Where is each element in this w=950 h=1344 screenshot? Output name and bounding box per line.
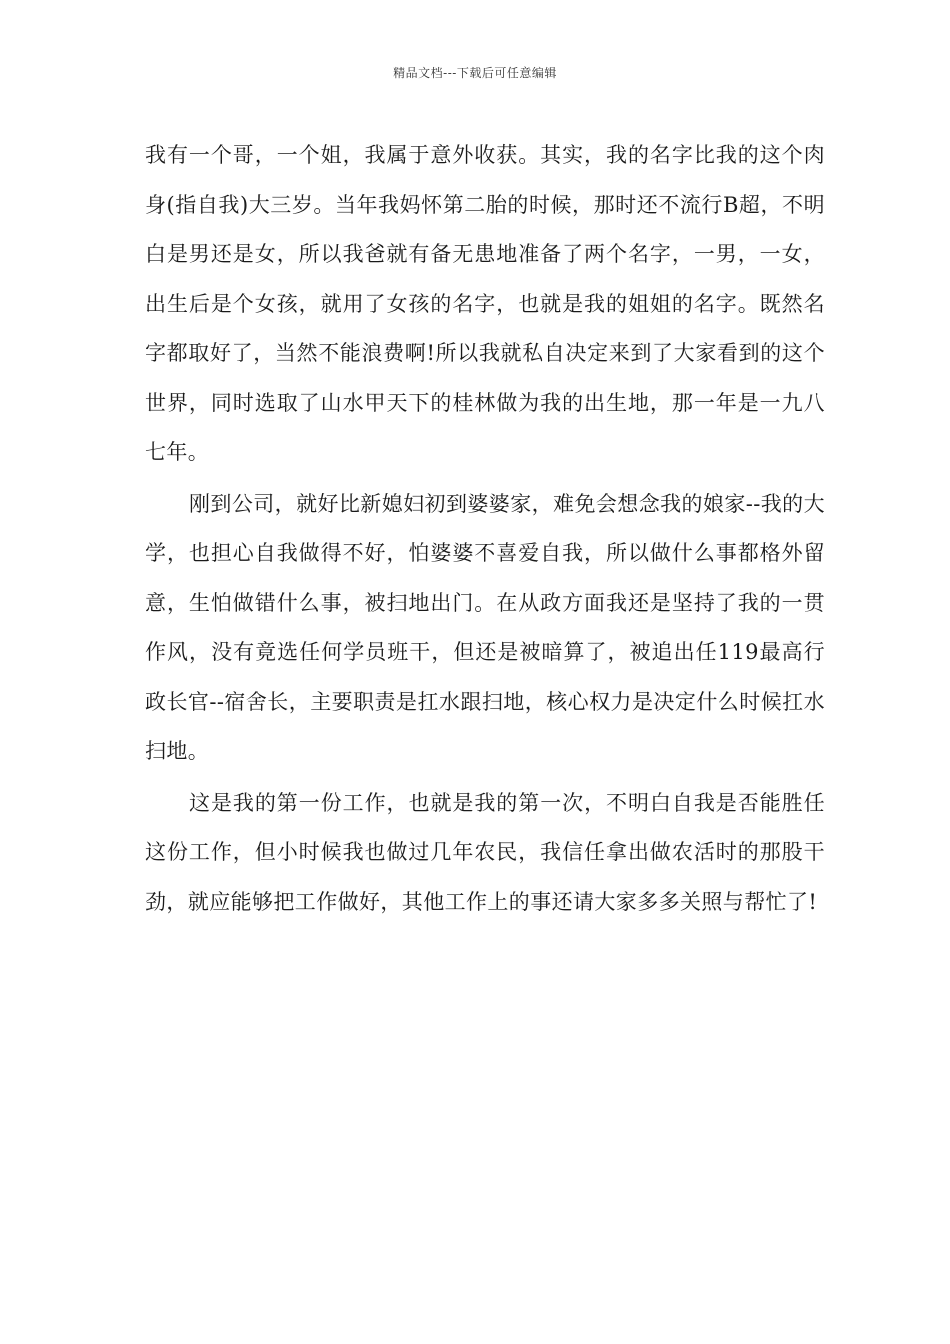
paragraph-2: 刚到公司，就好比新媳妇初到婆婆家，难免会想念我的娘家--我的大学，也担心自我做得不好，怕婆婆不喜爱自我，所以做什么事都格外留意，生怕做错什么事，被扫地出门。在从政方面我还是坚持了我的一贯作风，没有竟选任何学员班干，但还是被暗算了，被追出任119最高行政长官--宿舍长，主要职责是扛水跟扫地，核心权力是决定什么时候扛水扫地。 [145, 491, 825, 763]
page-header: 精品文档---下载后可任意编辑 [393, 66, 557, 80]
document-body [145, 131, 825, 929]
paragraph-1: 我有一个哥，一个姐，我属于意外收获。其实，我的名字比我的这个肉身(指自我)大三岁。当年我妈怀第二胎的时候，那时还不流行B超，不明白是男还是女，所以我爸就有备无患地准备了两个名字，一男，一女，出生后是个女孩，就用了女孩的名字，也就是我的姐姐的名字。既然名字都取好了，当然不能浪费啊!所以我就私自决定来到了大家看到的这个世界，同时选取了山水甲天下的桂林做为我的出生地，那一年是一九八七年。 [145, 143, 825, 464]
paragraph-3: 这是我的第一份工作，也就是我的第一次，不明白自我是否能胜任这份工作，但小时候我也做过几年农民，我信任拿出做农活时的那股干劲，就应能够把工作做好，其他工作上的事还请大家多多关照与帮忙了! [145, 790, 825, 914]
